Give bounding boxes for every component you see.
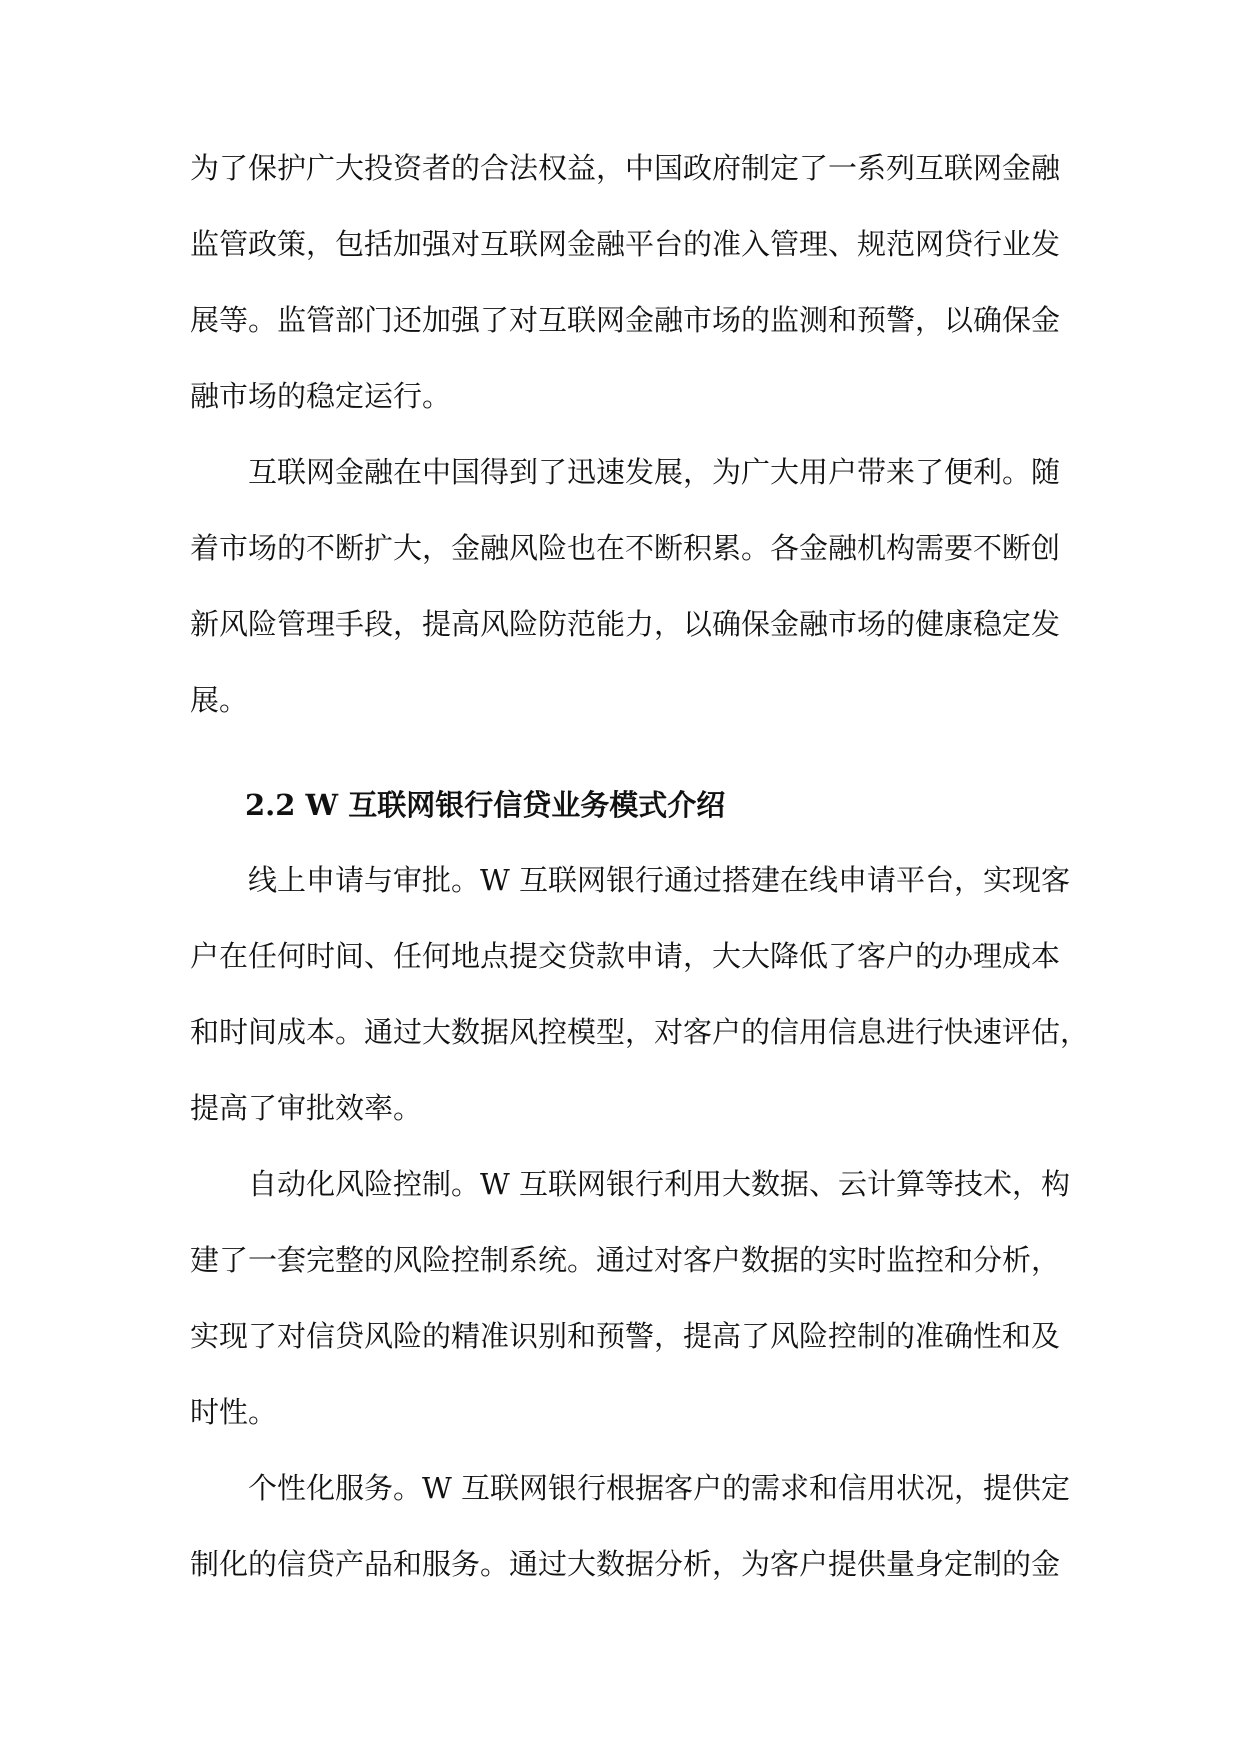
paragraph-4-line-2: 建了一套完整的风险控制系统。通过对客户数据的实时监控和分析，: [190, 1243, 1061, 1277]
paragraph-1-line-1: 为了保护广大投资者的合法权益，中国政府制定了一系列互联网金融: [190, 151, 1061, 185]
paragraph-2-line-2: 着市场的不断扩大，金融风险也在不断积累。各金融机构需要不断创: [190, 531, 1061, 565]
paragraph-5-line-1: 个性化服务。W 互联网银行根据客户的需求和信用状况，提供定: [248, 1471, 1071, 1505]
section-heading: 2.2 W 互联网银行信贷业务模式介绍: [245, 788, 726, 822]
paragraph-2-line-3: 新风险管理手段，提高风险防范能力，以确保金融市场的健康稳定发: [190, 607, 1061, 641]
paragraph-4-line-1: 自动化风险控制。W 互联网银行利用大数据、云计算等技术，构: [248, 1167, 1071, 1201]
paragraph-3-line-1: 线上申请与审批。W 互联网银行通过搭建在线申请平台，实现客: [248, 863, 1071, 897]
paragraph-3-line-4: 提高了审批效率。: [190, 1091, 423, 1125]
paragraph-3-line-2: 户在任何时间、任何地点提交贷款申请，大大降低了客户的办理成本: [190, 939, 1061, 973]
paragraph-5-line-2: 制化的信贷产品和服务。通过大数据分析，为客户提供量身定制的金: [190, 1547, 1061, 1581]
paragraph-1-line-3: 展等。监管部门还加强了对互联网金融市场的监测和预警，以确保金: [190, 303, 1061, 337]
paragraph-1-line-2: 监管政策，包括加强对互联网金融平台的准入管理、规范网贷行业发: [190, 227, 1061, 261]
paragraph-3-line-3: 和时间成本。通过大数据风控模型，对客户的信用信息进行快速评估，: [190, 1015, 1090, 1049]
paragraph-4-line-4: 时性。: [190, 1395, 278, 1429]
paragraph-2-line-1: 互联网金融在中国得到了迅速发展，为广大用户带来了便利。随: [248, 455, 1061, 489]
paragraph-1-line-4: 融市场的稳定运行。: [190, 379, 452, 413]
paragraph-4-line-3: 实现了对信贷风险的精准识别和预警，提高了风险控制的准确性和及: [190, 1319, 1061, 1353]
paragraph-2-line-4: 展。: [190, 683, 249, 717]
